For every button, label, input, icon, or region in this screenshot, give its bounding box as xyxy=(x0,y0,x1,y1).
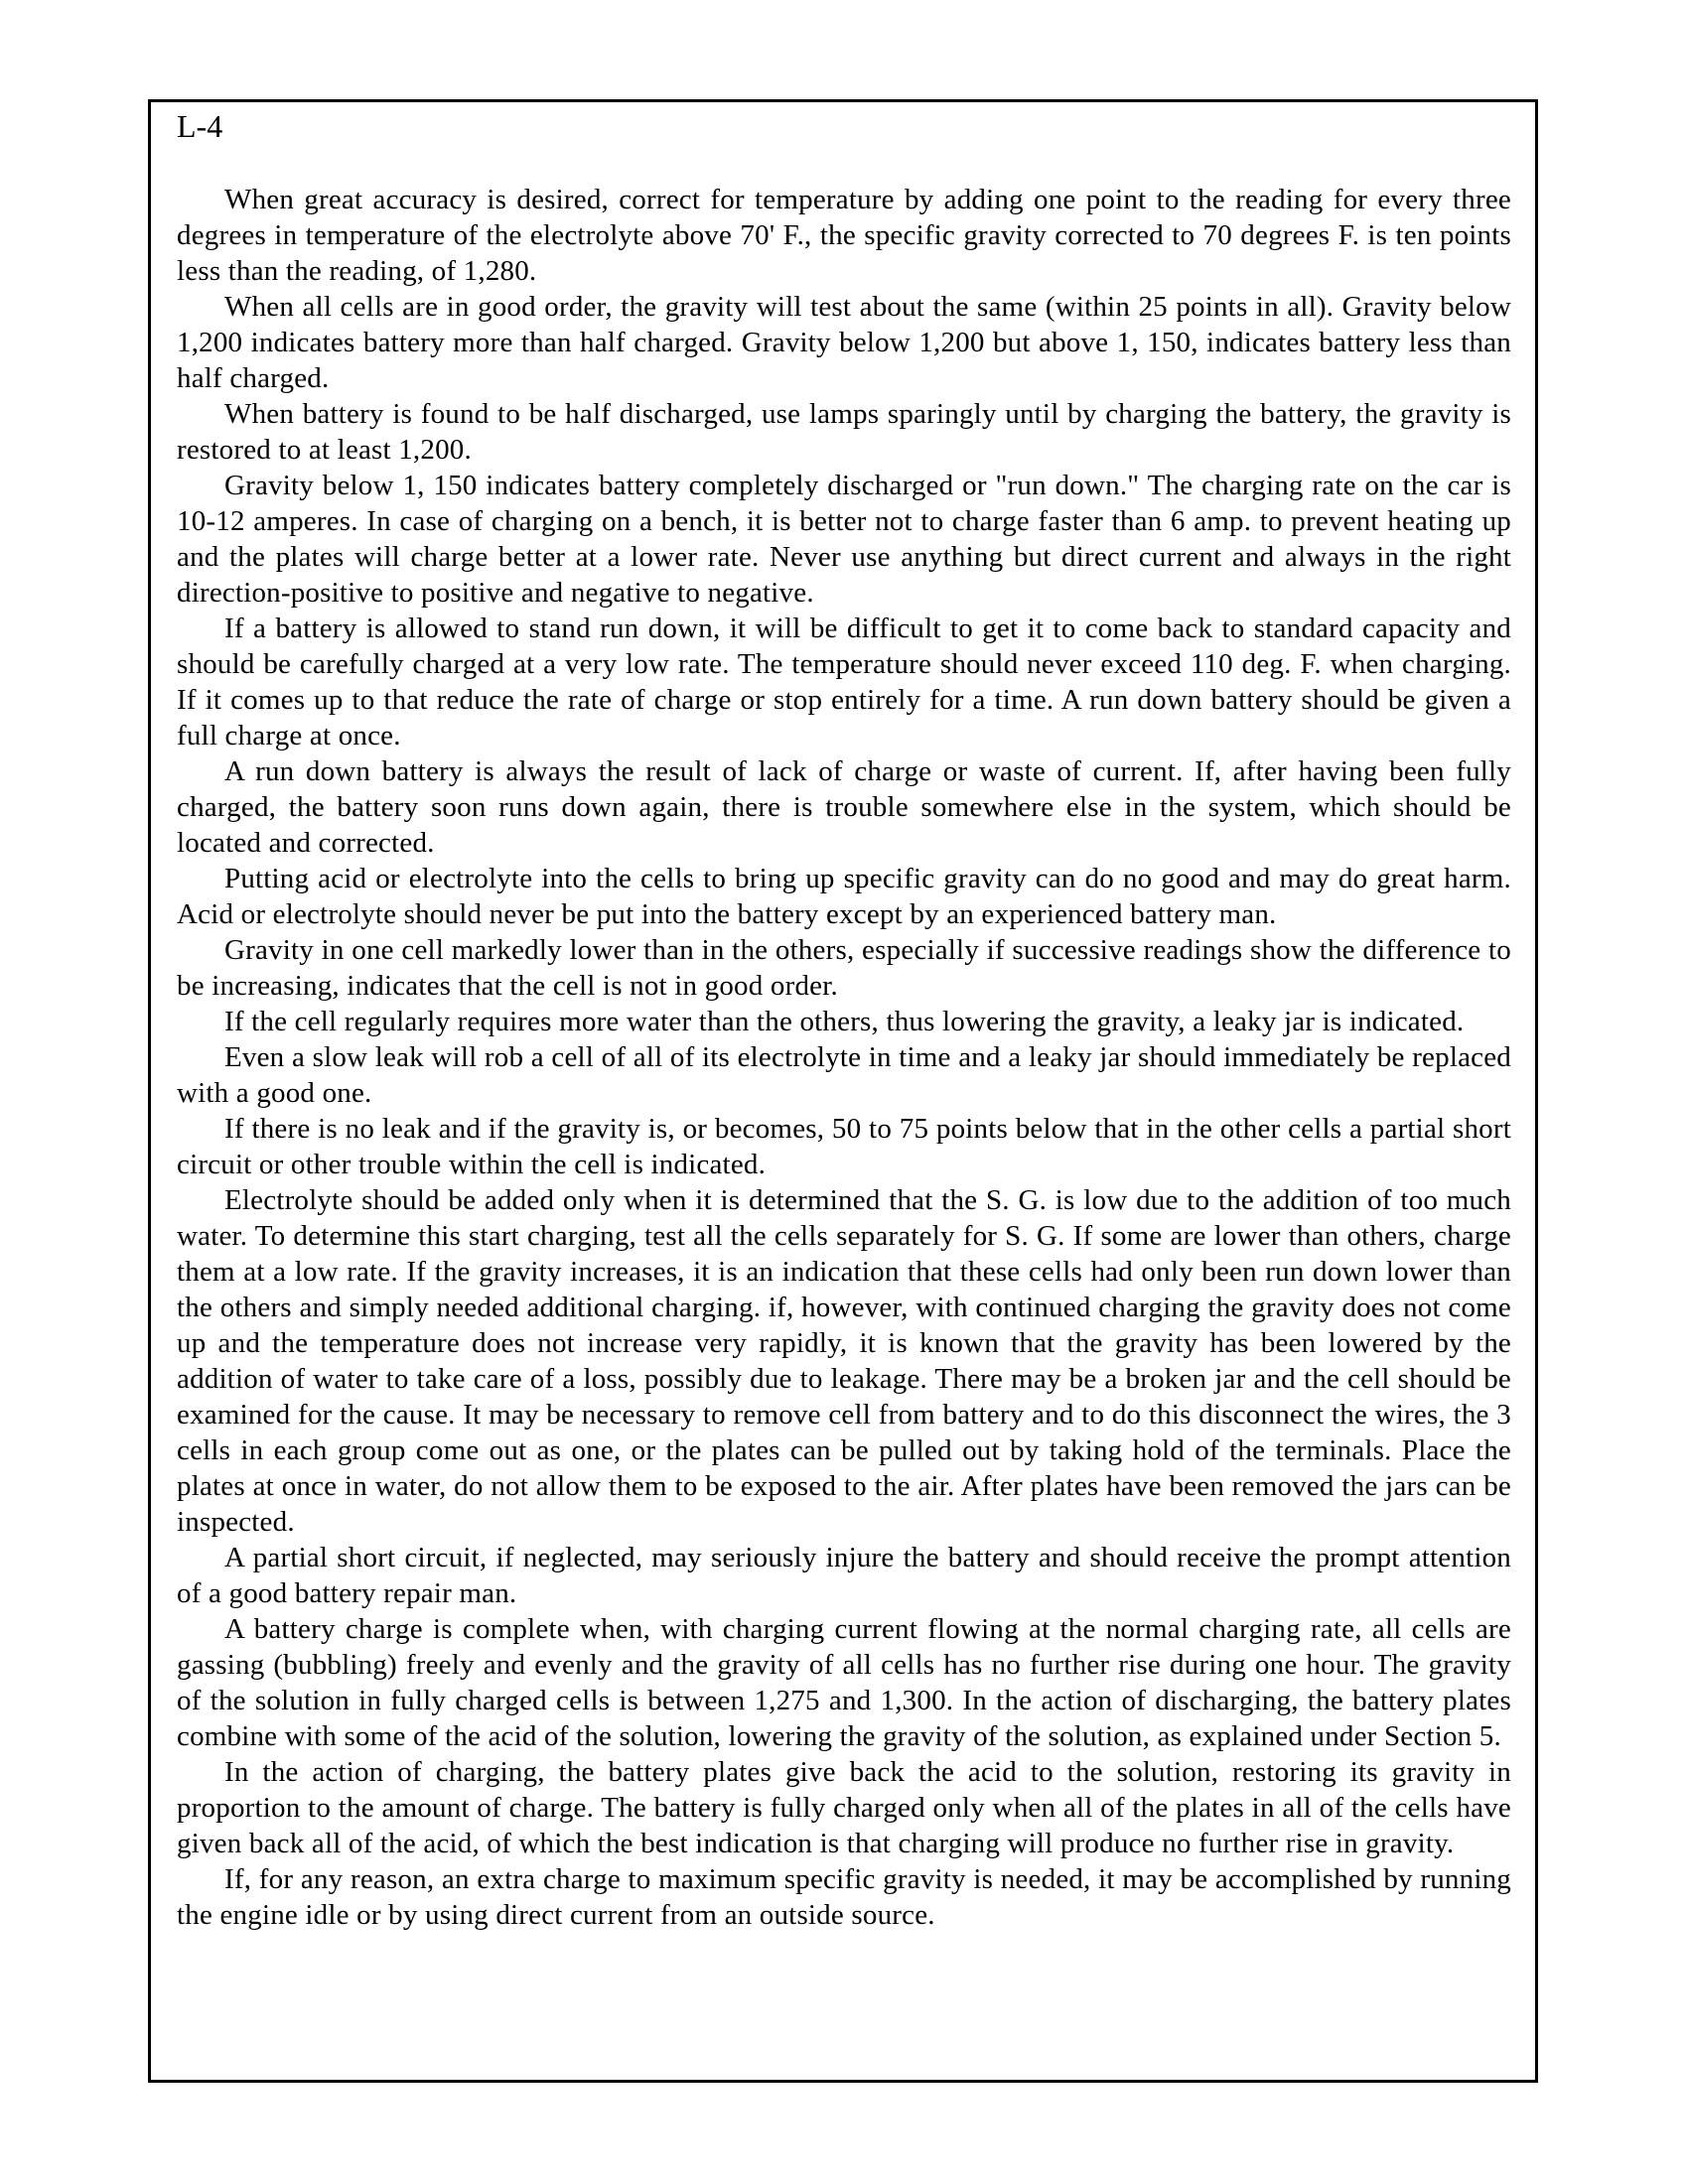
paragraph: If there is no leak and if the gravity is, or becomes, 50 to 75 points below that in the other cells a partial short circuit or other trouble within the cell is indicated. xyxy=(177,1113,1511,1180)
page-frame xyxy=(148,99,1538,2083)
document-body xyxy=(177,182,1511,1933)
paragraph: If a battery is allowed to stand run down, it will be difficult to get it to come back to standard capacity and should be carefully charged at a very low rate. The temperature should never exceed 110 deg. F. when charging. If it comes up to that reduce the rate of charge or stop entirely for a time. A run down battery should be given a full charge at once. xyxy=(177,613,1511,751)
paragraph: When all cells are in good order, the gravity will test about the same (within 25 points in all). Gravity below 1,200 indicates battery more than half charged. Gravity below 1,200 but above 1, 150, indicates battery less than half charged. xyxy=(177,291,1511,394)
paragraph: Electrolyte should be added only when it is determined that the S. G. is low due to the addition of too much water. To determine this start charging, test all the cells separately for S. G. If some are lower than others, charge them at a low rate. If the gravity increases, it is an indication that these cells had only been run down lower than the others and simply needed additional charging. if, however, with continued charging the gravity does not come up and the temperature does not increase very rapidly, it is known that the gravity has been lowered by the addition of water to take care of a loss, possibly due to leakage. There may be a broken jar and the cell should be examined for the cause. It may be necessary to remove cell from battery and to do this disconnect the wires, the 3 cells in each group come out as one, or the plates can be pulled out by taking hold of the terminals. Place the plates at once in water, do not allow them to be exposed to the air. After plates have been removed the jars can be inspected. xyxy=(177,1184,1511,1538)
paragraph: Putting acid or electrolyte into the cells to bring up specific gravity can do no good and may do great harm. Acid or electrolyte should never be put into the battery except by an experienced battery man. xyxy=(177,863,1511,930)
paragraph: In the action of charging, the battery plates give back the acid to the solution, restoring its gravity in proportion to the amount of charge. The battery is fully charged only when all of the plates in all of the cells have given back all of the acid, of which the best indication is that charging will produce no further rise in gravity. xyxy=(177,1756,1511,1859)
page-label: L-4 xyxy=(177,108,223,144)
paragraph: A partial short circuit, if neglected, may seriously injure the battery and should receive the prompt attention of a good battery repair man. xyxy=(177,1542,1511,1609)
paragraph: When great accuracy is desired, correct for temperature by adding one point to the reading for every three degrees in temperature of the electrolyte above 70' F., the specific gravity corrected to 70 degrees F. is ten points less than the reading, of 1,280. xyxy=(177,184,1511,287)
paragraph: Even a slow leak will rob a cell of all of its electrolyte in time and a leaky jar should immediately be replaced with a good one. xyxy=(177,1041,1511,1109)
paragraph: If the cell regularly requires more water than the others, thus lowering the gravity, a leaky jar is indicated. xyxy=(224,1006,1465,1037)
paragraph: A battery charge is complete when, with charging current flowing at the normal charging rate, all cells are gassing (bubbling) freely and evenly and the gravity of all cells has no further rise during one hour. The gravity of the solution in fully charged cells is between 1,275 and 1,300. In the action of discharging, the battery plates combine with some of the acid of the solution, lowering the gravity of the solution, as explained under Section 5. xyxy=(177,1613,1511,1752)
paragraph: When battery is found to be half discharged, use lamps sparingly until by charging the battery, the gravity is restored to at least 1,200. xyxy=(177,398,1511,466)
paragraph: A run down battery is always the result of lack of charge or waste of current. If, after having been fully charged, the battery soon runs down again, there is trouble somewhere else in the system, which should be located and corrected. xyxy=(177,755,1511,859)
paragraph: Gravity below 1, 150 indicates battery completely discharged or "run down." The charging rate on the car is 10-12 amperes. In case of charging on a bench, it is better not to charge faster than 6 amp. to prevent heating up and the plates will charge better at a lower rate. Never use anything but direct current and always in the right direction-positive to positive and negative to negative. xyxy=(177,470,1511,609)
paragraph: If, for any reason, an extra charge to maximum specific gravity is needed, it may be accomplished by running the engine idle or by using direct current from an outside source. xyxy=(177,1863,1511,1931)
paragraph: Gravity in one cell markedly lower than in the others, especially if successive readings show the difference to be increasing, indicates that the cell is not in good order. xyxy=(177,934,1511,1002)
